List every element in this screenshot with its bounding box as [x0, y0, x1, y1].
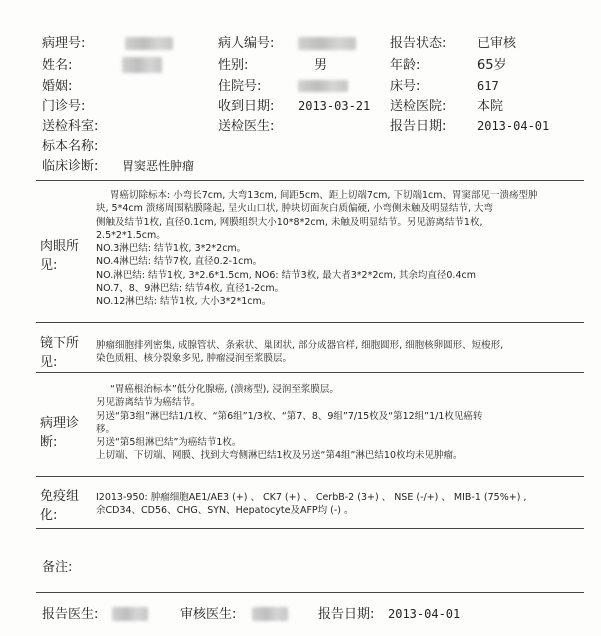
gross-findings-label: 肉眼所见:: [40, 239, 80, 273]
diagnosis-line: 上切端、下切端、网膜、找到大弯侧淋巴结1枚及另送“第4组”淋巴结10枚均未见肿瘤。: [96, 450, 463, 462]
diagnosis-line: 另送“第3组”淋巴结1/1枚、“第6组”1/3枚、“第7、8、9组”7/15枚及“第12组”1/1枚见癌转: [96, 410, 483, 422]
report-doctor-label: 报告医生:: [42, 607, 99, 622]
sending-doctor-label: 送检医生:: [218, 119, 275, 134]
ward-no-redacted: [298, 80, 348, 92]
bed-value: 617: [477, 79, 499, 93]
footer-report-date-label: 报告日期:: [318, 607, 375, 622]
patient-id-label: 病人编号:: [218, 36, 275, 51]
gross-line: NO.淋巴结: 结节1枚, 3*2.6*1.5cm, NO6: 结节3枚, 最大者3*2*2cm, 其余均直径0.4cm: [96, 269, 476, 281]
clinical-diagnosis-label: 临床诊断:: [42, 159, 99, 174]
outpatient-label: 门诊号:: [42, 99, 86, 114]
specimen-label: 标本名称:: [42, 139, 99, 154]
pathology-diagnosis-label: 病理诊断:: [40, 416, 80, 450]
bed-label: 床号:: [390, 79, 421, 94]
age-label: 年龄:: [390, 58, 421, 73]
divider-header: [36, 180, 584, 181]
footer-report-date-value: 2013-04-01: [388, 607, 461, 621]
gross-line: NO.3淋巴结: 结节1枚, 3*2*2cm。: [96, 243, 247, 255]
gross-line: 侧触及结节1枚, 直径0.1cm, 网膜组织大小10*8*2cm, 未触及明显结节。另见游离结节1枚,: [96, 216, 483, 228]
microscopic-findings-label: 镜下所见:: [40, 336, 80, 370]
divider-immuno: [36, 528, 584, 529]
ward-no-label: 住院号:: [218, 79, 262, 94]
clinical-diagnosis-value: 胃窦恶性肿瘤: [122, 159, 195, 173]
pathology-no-label: 病理号:: [42, 36, 86, 51]
remarks-label: 备注:: [42, 560, 73, 575]
name-label: 姓名:: [42, 58, 73, 73]
microscopic-findings-text: [96, 339, 503, 366]
divider-micro: [36, 372, 584, 373]
gross-line: NO.7、8、9淋巴结: 结节4枚, 直径1-2cm。: [96, 283, 285, 295]
sending-hospital-value: 本院: [477, 99, 504, 114]
marriage-label: 婚姻:: [42, 79, 73, 94]
gross-line: NO.4淋巴结: 结节7枚, 直径0.2-1cm。: [96, 256, 263, 268]
pathology-diagnosis-text: [96, 383, 482, 463]
gross-line: 块, 5*4cm 溃疡周围粘膜隆起, 呈火山口状, 肿块切面灰白质偏硬, 小弯侧未触及明显结节, 大弯: [96, 203, 494, 215]
report-status-value: 已审核: [477, 36, 517, 51]
age-value: 65岁: [477, 58, 507, 73]
divider-gross: [36, 322, 584, 323]
patient-id-redacted: [298, 37, 356, 50]
divider-diagnosis: [36, 476, 584, 477]
gross-line: 胃癌切除标本: 小弯长7cm, 大弯13cm, 间距5cm、距上切端7cm, 下切端1cm、胃窦部见一溃疡型肿: [110, 190, 538, 201]
gross-line: 2.5*2*1.5cm。: [96, 229, 166, 241]
immuno-line: I2013-950: 肿瘤细胞AE1/AE3 (+) 、 CK7 (+) 、 CerbB-2 (3+) 、 NSE (-/+) 、 MIB-1 (75%+) ,: [96, 492, 527, 503]
received-date-label: 收到日期:: [218, 99, 275, 114]
report-status-label: 报告状态:: [390, 36, 447, 51]
diagnosis-line: 移。: [96, 423, 116, 435]
sex-value: 男: [314, 58, 328, 73]
received-date-value: 2013-03-21: [298, 99, 371, 113]
review-doctor-redacted: [252, 607, 288, 621]
immunohistochemistry-text: [96, 491, 526, 518]
gross-findings-text: [96, 189, 538, 309]
review-doctor-label: 审核医生:: [180, 607, 237, 622]
immunohistochemistry-label: 免疫组化:: [40, 489, 80, 523]
report-date-label: 报告日期:: [390, 119, 447, 134]
immuno-line: 余CD34、CD56、CHG、SYN、Hepatocyte及AFP均 (-) 。: [96, 505, 354, 517]
sending-dept-label: 送检科室:: [42, 119, 99, 134]
micro-line: 肿瘤细胞排列密集, 成腺管状、条索状、巢团状, 部分成器官样, 细胞圆形, 细胞核卵圆形、短梭形,: [96, 340, 504, 351]
diagnosis-line: 另送“第5组淋巴结”为癌结节1枚。: [96, 437, 242, 449]
sex-label: 性别:: [218, 58, 249, 73]
diagnosis-line: “胃癌根治标本”低分化腺癌, (溃疡型), 浸润至浆膜层。: [110, 384, 339, 395]
sending-hospital-label: 送检医院:: [390, 99, 447, 114]
report-doctor-redacted: [112, 607, 148, 621]
diagnosis-line: 另见游离结节为癌结节。: [96, 397, 201, 409]
gross-line: NO.12淋巴结: 结节1枚, 大小3*2*1cm。: [96, 296, 272, 308]
name-redacted: [122, 57, 162, 73]
divider-remarks: [36, 592, 584, 593]
micro-line: 染色质粗、核分裂象多见, 肿瘤浸润至浆膜层。: [96, 353, 293, 365]
pathology-no-redacted: [125, 37, 173, 50]
report-date-value: 2013-04-01: [477, 119, 550, 133]
